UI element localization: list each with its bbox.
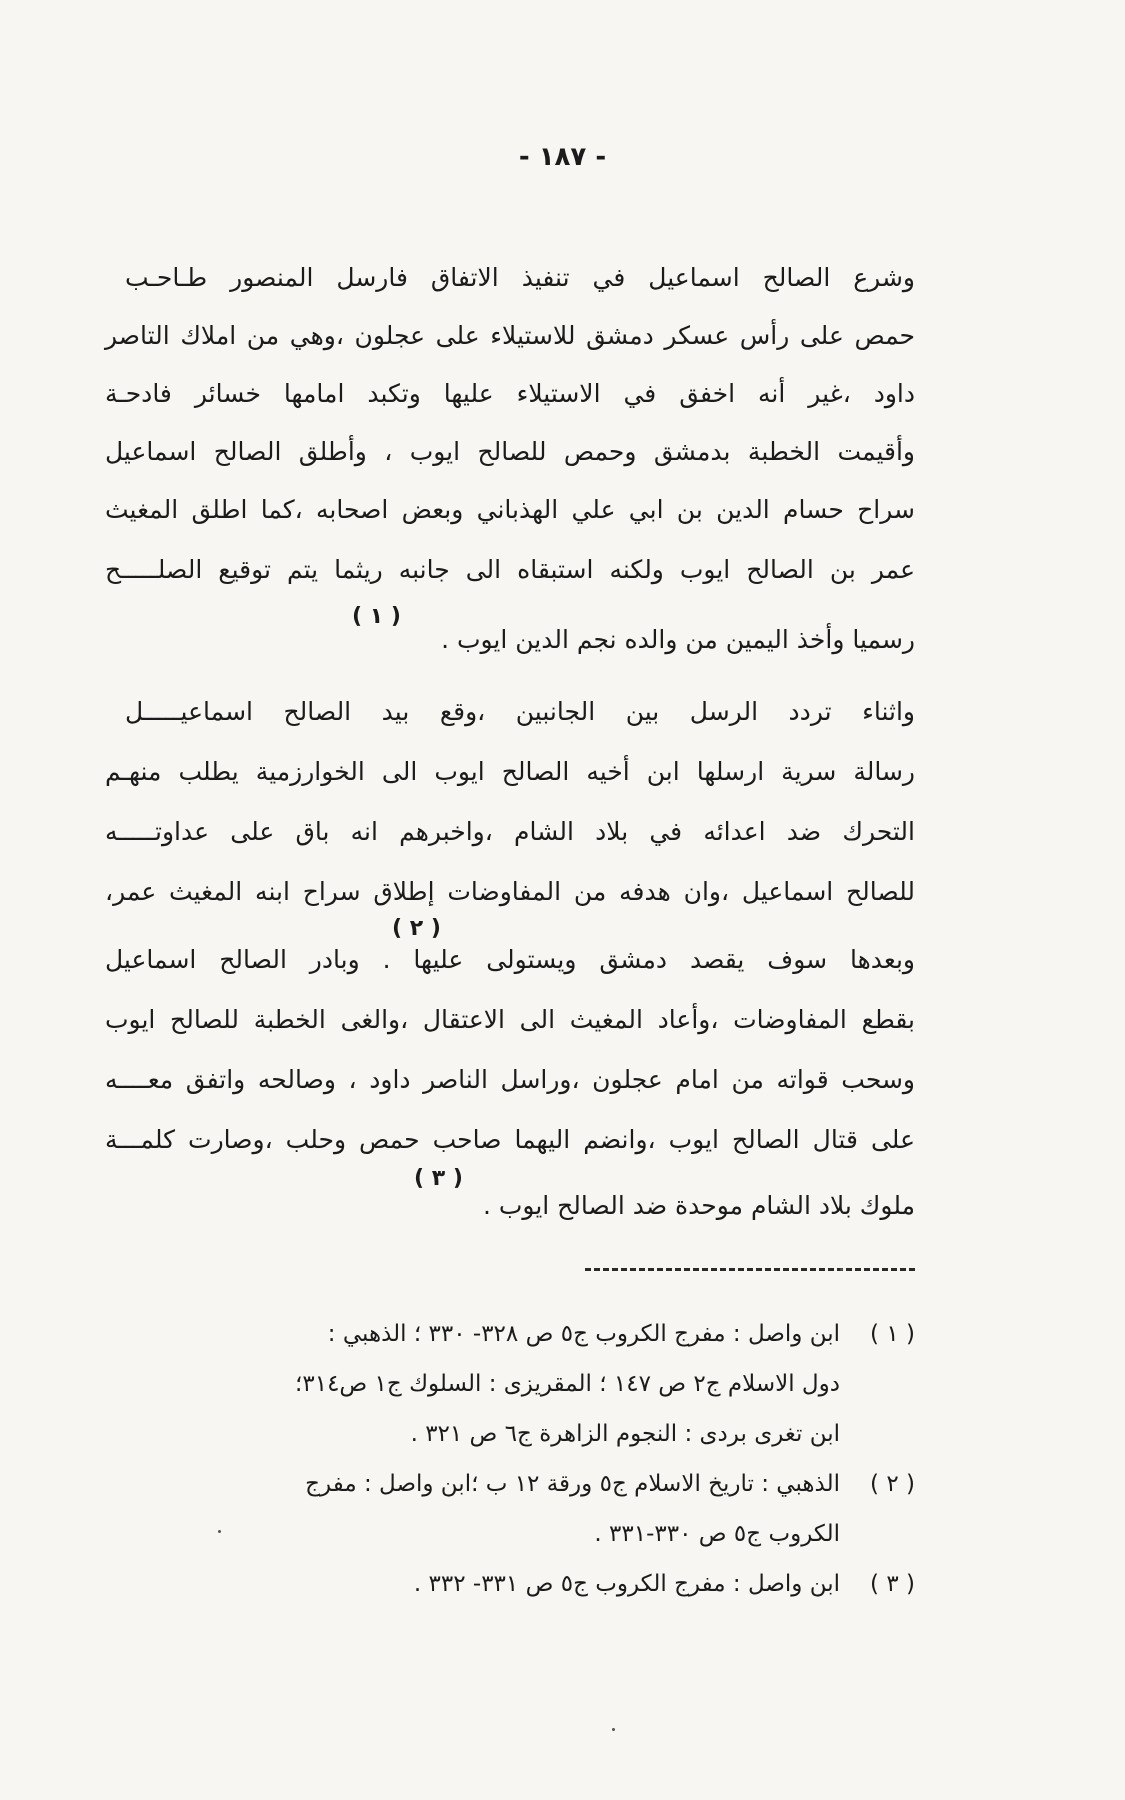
footnote-1-line-3: ابن تغرى بردى : النجوم الزاهرة ج٦ ص ٣٢١ . <box>410 1421 840 1447</box>
paragraph-1-line-7: رسميا وأخذ اليمين من والده نجم الدين ايوب . <box>441 625 915 654</box>
paragraph-2-line-9: ملوك بلاد الشام موحدة ضد الصالح ايوب . <box>482 1191 915 1220</box>
footnote-divider <box>585 1268 915 1271</box>
paragraph-2-line-7: وسحب قواته من امام عجلون ،وراسل الناصر داود ، وصالحه واتفق معــــه <box>105 1065 915 1094</box>
footnote-1-line-1: ابن واصل : مفرج الكروب ج٥ ص ٣٢٨- ٣٣٠ ؛ الذهبي : <box>327 1321 840 1347</box>
scan-speck <box>218 1530 221 1533</box>
scan-speck <box>840 1268 843 1271</box>
paragraph-2-line-4: للصالح اسماعيل ،وان هدفه من المفاوضات إطلاق سراح ابنه المغيث عمر، <box>105 877 915 906</box>
footnote-marker-3: ( ٣ ) <box>414 1166 463 1191</box>
scan-speck <box>612 1728 615 1731</box>
paragraph-1-line-6: عمر بن الصالح ايوب ولكنه استبقاه الى جانبه ريثما يتم توقيع الصلـــــح <box>105 555 915 584</box>
paragraph-1-line-5: سراح حسام الدين بن ابي علي الهذباني وبعض اصحابه ،كما اطلق المغيث <box>105 495 915 524</box>
paragraph-2-line-8: على قتال الصالح ايوب ،وانضم اليهما صاحب حمص وحلب ،وصارت كلمـــة <box>105 1125 915 1154</box>
paragraph-2-line-5: وبعدها سوف يقصد دمشق ويستولى عليها . وبادر الصالح اسماعيل <box>105 945 915 974</box>
footnote-marker-2: ( ٢ ) <box>392 916 441 941</box>
footnote-marker-1: ( ١ ) <box>352 604 401 629</box>
paragraph-2-line-2: رسالة سرية ارسلها ابن أخيه الصالح ايوب الى الخوارزمية يطلب منهـم <box>105 757 915 786</box>
page-number: - ١٨٧ - <box>518 142 607 172</box>
paragraph-1-line-2: حمص على رأس عسكر دمشق للاستيلاء على عجلون ،وهي من املاك التاصر <box>105 321 915 350</box>
footnote-1-line-2: دول الاسلام ج٢ ص ١٤٧ ؛ المقريزى : السلوك ج١ ص٣١٤؛ <box>295 1371 840 1397</box>
paragraph-2-line-6: بقطع المفاوضات ،وأعاد المغيث الى الاعتقال ،والغى الخطبة للصالح ايوب <box>105 1005 915 1034</box>
footnote-2-number: ( ٢ ) <box>870 1471 915 1497</box>
paragraph-1-line-3: داود ،غير أنه اخفق في الاستيلاء عليها وتكبد امامها خسائر فادحـة <box>105 379 915 408</box>
footnote-2-line-1: الذهبي : تاريخ الاسلام ج٥ ورقة ١٢ ب ؛ابن واصل : مفرج <box>305 1471 840 1497</box>
paragraph-1-line-4: وأقيمت الخطبة بدمشق وحمص للصالح ايوب ، وأطلق الصالح اسماعيل <box>105 437 915 466</box>
paragraph-2-line-1: واثناء تردد الرسل بين الجانبين ،وقع بيد الصالح اسماعيـــــل <box>125 697 915 726</box>
paragraph-2-line-3: التحرك ضد اعدائه في بلاد الشام ،واخبرهم انه باق على عداوتـــــه <box>105 817 915 846</box>
paragraph-1-line-1: وشرع الصالح اسماعيل في تنفيذ الاتفاق فارسل المنصور طـاحـب <box>125 263 915 292</box>
footnote-3-number: ( ٣ ) <box>870 1571 915 1597</box>
footnote-1-number: ( ١ ) <box>870 1321 915 1347</box>
footnote-3-line-1: ابن واصل : مفرج الكروب ج٥ ص ٣٣١- ٣٣٢ . <box>413 1571 840 1597</box>
footnote-2-line-2: الكروب ج٥ ص ٣٣٠-٣٣١ . <box>594 1521 840 1547</box>
